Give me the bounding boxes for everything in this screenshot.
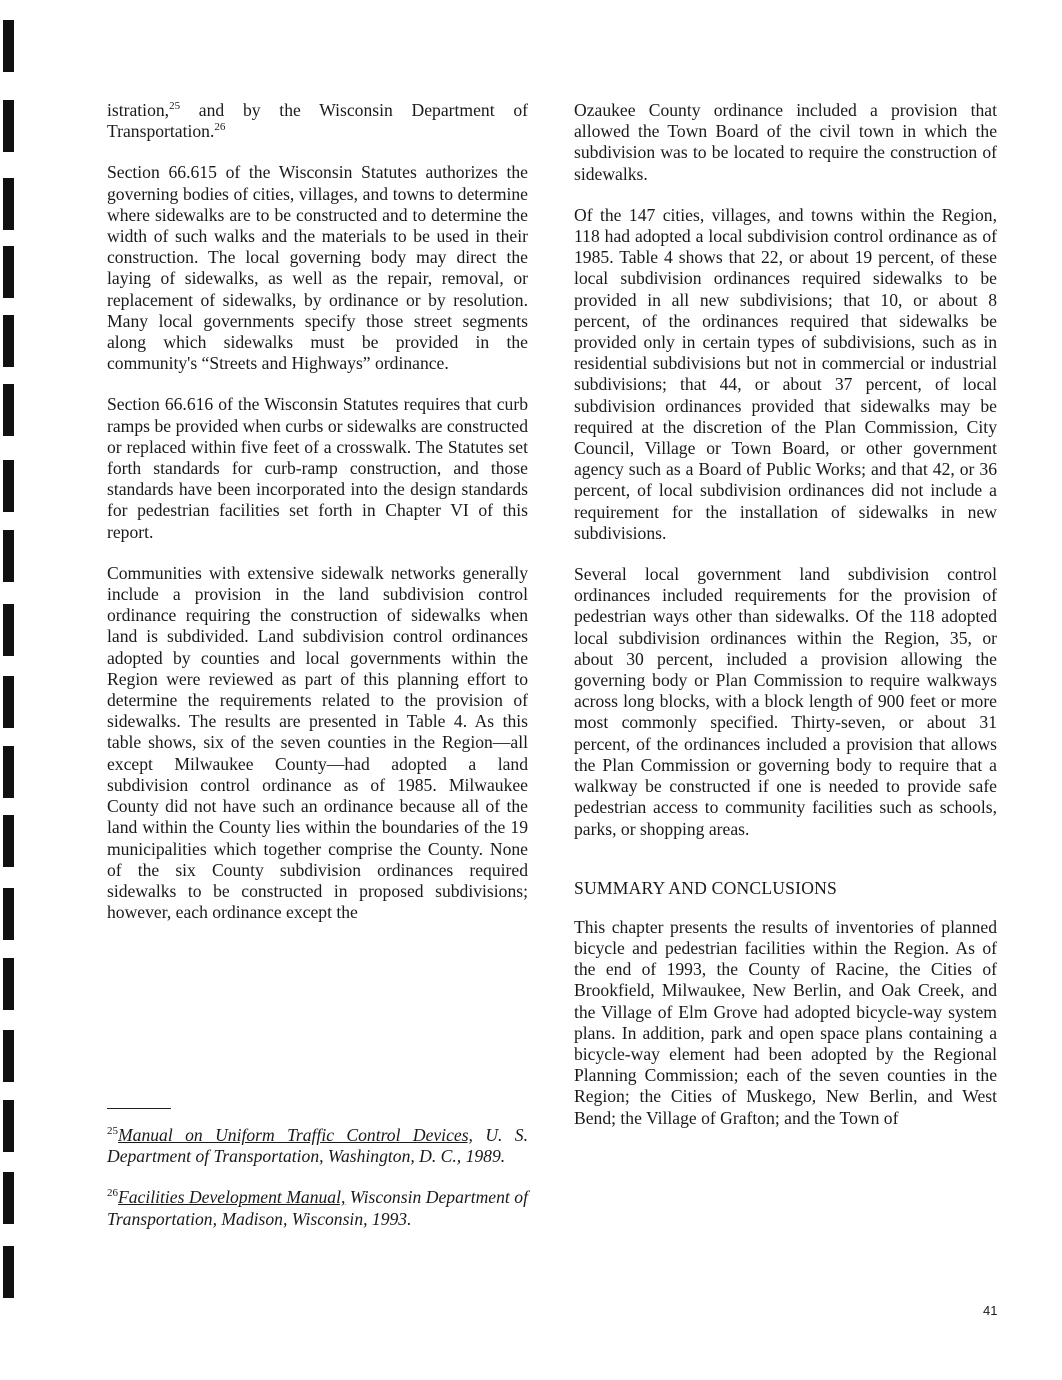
footnote-26 xyxy=(107,1187,528,1229)
footnote-text: U. S. Department of Transportation, Washington, D. C., 1989. xyxy=(107,1125,528,1167)
left-paragraph-1 xyxy=(107,100,528,142)
right-paragraph-2: Of the 147 cities, villages, and towns within the Region, 118 had adopted a local subdivision control ordinance as of 1985. Table 4 shows that 22, or about 19 percent, of these local subdivision ordinances required sidewalks to be provided in all new subdivisions; that 10, or about 8 percent, of the ordinances required that sidewalks be provided only in certain types of subdivisions, such as in residential subdivisions but not in commercial or industrial subdivisions; that 44, or about 37 percent, of local subdivision ordinances provided that sidewalks may be required at the discretion of the Plan Commission, City Council, Village or Town Board, or other government agency such as a Board of Public Works; and that 42, or 36 percent, of local subdivision ordinances did not include a requirement for the installation of sidewalks in new subdivisions. xyxy=(574,204,997,543)
footnote-text: Wisconsin Department of Transportation, Madison, Wisconsin, 1993. xyxy=(107,1187,528,1229)
binding-mark-4 xyxy=(3,246,14,298)
binding-mark-1 xyxy=(3,20,14,72)
left-column xyxy=(107,100,528,943)
binding-mark-10 xyxy=(3,676,14,728)
footnote-ref-26: 26 xyxy=(214,121,226,134)
binding-mark-3 xyxy=(3,178,14,230)
right-column xyxy=(574,100,997,1149)
left-paragraph-3: Section 66.616 of the Wisconsin Statutes requires that curb ramps be provided when curbs or sidewalks are constructed or replaced within five feet of a crosswalk. The Statutes set forth standards for curb-ramp construction, and those standards have been incorporated into the design standards for pedestrian facilities set forth in Chapter VI of this report. xyxy=(107,394,528,542)
binding-mark-18 xyxy=(3,1246,14,1298)
binding-mark-16 xyxy=(3,1100,14,1152)
binding-mark-5 xyxy=(3,315,14,367)
binding-mark-9 xyxy=(3,604,14,656)
binding-mark-15 xyxy=(3,1030,14,1082)
footnote-25 xyxy=(107,1125,528,1167)
binding-mark-8 xyxy=(3,530,14,582)
right-paragraph-4: This chapter presents the results of inventories of planned bicycle and pedestrian facilities within the Region. As of the end of 1993, the County of Racine, the Cities of Brookfield, Milwaukee, New Berlin, and Oak Creek, and the Village of Elm Grove had adopted bicycle-way system plans. In addition, park and open space plans containing a bicycle-way element had been adopted by the Regional Planning Commission; each of the seven counties in the Region; the Cities of Muskego, New Berlin, and West Bend; the Village of Grafton; and the Town of xyxy=(574,916,997,1128)
footnote-title: Facilities Development Manual, xyxy=(118,1187,346,1208)
text-span: istration, xyxy=(107,100,170,120)
left-paragraph-4: Communities with extensive sidewalk networks generally include a provision in the land subdivision control ordinance requiring the construction of sidewalks when land is subdivided. Land subdivision control ordinances adopted by counties and local governments within the Region were reviewed as part of this planning effort to determine the requirements related to the provision of sidewalks. The results are presented in Table 4. As this table shows, six of the seven counties in the Region—all except Milwaukee County—had adopted a land subdivision control ordinance as of 1985. Milwaukee County did not have such an ordinance because all of the land within the County lies within the boundaries of the 19 municipalities which together comprise the County. None of the six County subdivision ordinances required sidewalks to be constructed in proposed subdivisions; however, each ordinance except the xyxy=(107,562,528,923)
footnote-ref-25: 25 xyxy=(169,100,181,112)
binding-mark-2 xyxy=(3,100,14,152)
binding-mark-6 xyxy=(3,384,14,436)
footnote-marker: 26 xyxy=(107,1187,118,1200)
footnote-marker: 25 xyxy=(107,1125,118,1137)
binding-mark-12 xyxy=(3,815,14,867)
right-paragraph-3: Several local government land subdivision control ordinances included requirements for the provision of pedestrian ways other than sidewalks. Of the 118 adopted local subdivision ordinances within the Region, 35, or about 30 percent, included a provision allowing the governing body or Plan Commission to require walkways across long blocks, with a block length of 900 feet or more most commonly specified. Thirty-seven, or about 31 percent, of the ordinances included a provision that allows the Plan Commission or governing body to require that a walkway be constructed if one is needed to provide safe pedestrian access to community facilities such as schools, parks, or shopping areas. xyxy=(574,564,997,839)
left-paragraph-2: Section 66.615 of the Wisconsin Statutes authorizes the governing bodies of cities, villages, and towns to determine where sidewalks are to be constructed and to determine the width of such walks and the materials to be used in their construction. The local governing body may direct the laying of sidewalks, as well as the repair, removal, or replacement of sidewalks, by ordinance or by resolution. Many local governments specify those street segments along which sidewalks must be provided in the community's “Streets and Highways” ordinance. xyxy=(107,162,528,374)
binding-mark-13 xyxy=(3,888,14,940)
binding-mark-17 xyxy=(3,1172,14,1224)
binding-mark-11 xyxy=(3,746,14,798)
text-span: and by the Wisconsin Department of Transportation. xyxy=(107,100,528,142)
binding-mark-7 xyxy=(3,460,14,512)
footnote-title: Manual on Uniform Traffic Control Devices, xyxy=(118,1125,473,1145)
footnote-rule xyxy=(107,1108,171,1109)
page-number: 41 xyxy=(983,1303,998,1318)
footnotes xyxy=(107,1108,528,1250)
binding-mark-14 xyxy=(3,958,14,1010)
right-paragraph-1: Ozaukee County ordinance included a provision that allowed the Town Board of the civil town in which the subdivision was to be located to require the construction of sidewalks. xyxy=(574,100,997,184)
section-heading: SUMMARY AND CONCLUSIONS xyxy=(574,877,838,898)
